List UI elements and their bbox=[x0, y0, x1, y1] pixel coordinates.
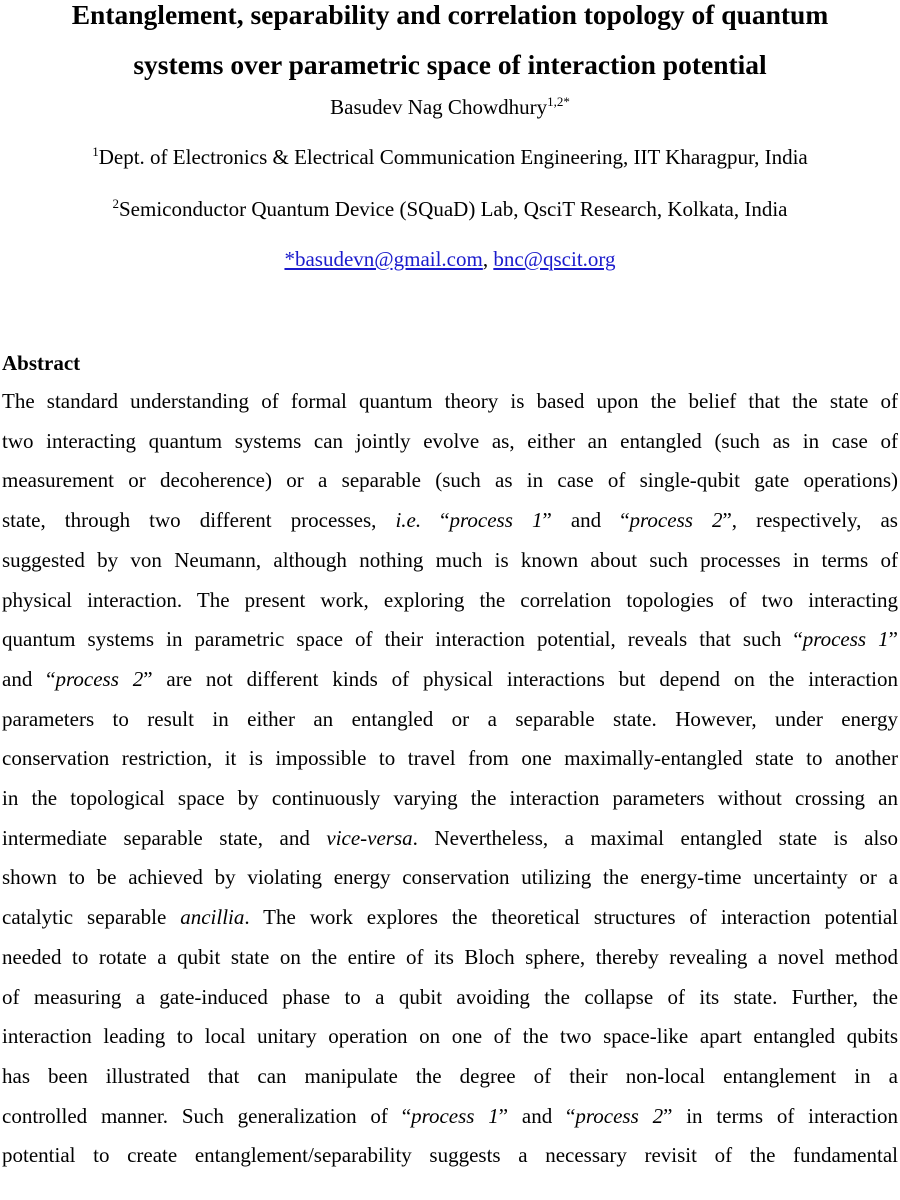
affiliation-1-text: Dept. of Electronics & Electrical Communication Engineering, IIT Kharagpur, India bbox=[98, 145, 808, 169]
abstract-italic-text: vice-versa bbox=[326, 825, 413, 850]
author-affiliation-marker: 1,2* bbox=[547, 94, 570, 109]
abstract-line bbox=[2, 739, 898, 779]
abstract-text: in the topological space by continuously varying the interaction parameters without crossing an bbox=[2, 786, 898, 811]
abstract-text: . Nevertheless, a maximal entangled state is also bbox=[412, 825, 898, 850]
abstract-line bbox=[2, 938, 898, 978]
title-line-1: Entanglement, separability and correlation topology of quantum bbox=[71, 0, 829, 30]
abstract-line bbox=[2, 660, 898, 700]
abstract-text: measurement or decoherence) or a separable (such as in case of single-qubit gate operations) bbox=[2, 468, 898, 493]
abstract-line bbox=[2, 978, 898, 1018]
abstract-text: ” bbox=[888, 627, 898, 652]
abstract-text: . The work explores the theoretical structures of interaction potential bbox=[244, 905, 899, 930]
abstract-text: needed to rotate a qubit state on the entire of its Bloch sphere, thereby revealing a novel method bbox=[2, 944, 898, 969]
abstract-text: ”, respectively, as bbox=[722, 508, 898, 533]
abstract-text: catalytic separable bbox=[2, 905, 181, 930]
abstract-italic-text: process 2 bbox=[629, 508, 723, 533]
abstract-text: “ bbox=[421, 508, 450, 533]
email-link-1[interactable]: *basudevn@gmail.com bbox=[284, 247, 483, 271]
abstract-italic-text: process 2 bbox=[55, 666, 144, 691]
abstract-line bbox=[2, 858, 898, 898]
abstract-text: suggested by von Neumann, although nothing much is known about such processes in terms of bbox=[2, 547, 898, 572]
abstract-text: of measuring a gate-induced phase to a qubit avoiding the collapse of its state. Further, the bbox=[2, 984, 898, 1009]
abstract-line bbox=[2, 382, 898, 422]
affiliation-1-marker: 1 bbox=[92, 144, 99, 159]
abstract-italic-text: i.e. bbox=[395, 508, 422, 533]
affiliation-2-text: Semiconductor Quantum Device (SQuaD) Lab, QsciT Research, Kolkata, India bbox=[119, 197, 788, 221]
abstract-line bbox=[2, 819, 898, 859]
author-name: Basudev Nag Chowdhury bbox=[330, 95, 548, 119]
abstract-text: two interacting quantum systems can jointly evolve as, either an entangled (such as in case of bbox=[2, 428, 898, 453]
author-line bbox=[2, 94, 898, 120]
abstract-italic-text: ancillia bbox=[180, 905, 245, 930]
abstract-text: and “ bbox=[2, 666, 56, 691]
abstract-line bbox=[2, 461, 898, 501]
abstract-line bbox=[2, 898, 898, 938]
abstract-text: conservation restriction, it is impossible to travel from one maximally-entangled state to another bbox=[2, 746, 898, 771]
abstract-text: quantum systems in parametric space of their interaction potential, reveals that such “ bbox=[2, 627, 803, 652]
abstract-italic-text: process 1 bbox=[411, 1103, 499, 1128]
contact-emails bbox=[2, 246, 898, 272]
abstract-text: ” are not different kinds of physical interactions but depend on the interaction bbox=[143, 666, 898, 691]
abstract-text: parameters to result in either an entangled or a separable state. However, under energy bbox=[2, 706, 898, 731]
affiliation-1 bbox=[2, 144, 898, 170]
abstract-text: potential to create entanglement/separability suggests a necessary revisit of the fundamental bbox=[2, 1143, 898, 1168]
abstract-text: shown to be achieved by violating energy conservation utilizing the energy-time uncertainty or a bbox=[2, 865, 898, 890]
abstract-line bbox=[2, 1097, 898, 1137]
abstract-text: ” in terms of interaction bbox=[663, 1103, 898, 1128]
abstract-line bbox=[2, 541, 898, 581]
abstract-line bbox=[2, 422, 898, 462]
abstract-text: has been illustrated that can manipulate the degree of their non-local entanglement in a bbox=[2, 1063, 898, 1088]
email-link-2[interactable]: bnc@qscit.org bbox=[493, 247, 616, 271]
abstract-text: ” and “ bbox=[542, 508, 630, 533]
email-separator: , bbox=[482, 247, 494, 271]
abstract-italic-text: process 2 bbox=[575, 1103, 664, 1128]
abstract-line bbox=[2, 501, 898, 541]
abstract-line bbox=[2, 1136, 898, 1176]
abstract-heading: Abstract bbox=[2, 351, 81, 375]
title-line-2: systems over parametric space of interaction potential bbox=[133, 49, 767, 80]
abstract-line bbox=[2, 620, 898, 660]
abstract-text: intermediate separable state, and bbox=[2, 825, 327, 850]
affiliation-2 bbox=[2, 196, 898, 222]
abstract-line bbox=[2, 1017, 898, 1057]
abstract-italic-text: process 1 bbox=[802, 627, 889, 652]
abstract-italic-text: process 1 bbox=[449, 508, 543, 533]
abstract-body bbox=[2, 382, 898, 1176]
abstract-text: controlled manner. Such generalization of “ bbox=[2, 1103, 412, 1128]
paper-title bbox=[2, 0, 898, 90]
abstract-text: state, through two different processes, bbox=[2, 508, 396, 533]
affiliation-2-marker: 2 bbox=[112, 196, 119, 211]
abstract-line bbox=[2, 1057, 898, 1097]
abstract-line bbox=[2, 779, 898, 819]
abstract-text: interaction leading to local unitary operation on one of the two space-like apart entangled qubits bbox=[2, 1024, 898, 1049]
abstract-line bbox=[2, 581, 898, 621]
abstract-text: physical interaction. The present work, exploring the correlation topologies of two interacting bbox=[2, 587, 898, 612]
abstract-text: ” and “ bbox=[498, 1103, 576, 1128]
abstract-text: The standard understanding of formal quantum theory is based upon the belief that the state of bbox=[2, 389, 898, 413]
abstract-line bbox=[2, 700, 898, 740]
